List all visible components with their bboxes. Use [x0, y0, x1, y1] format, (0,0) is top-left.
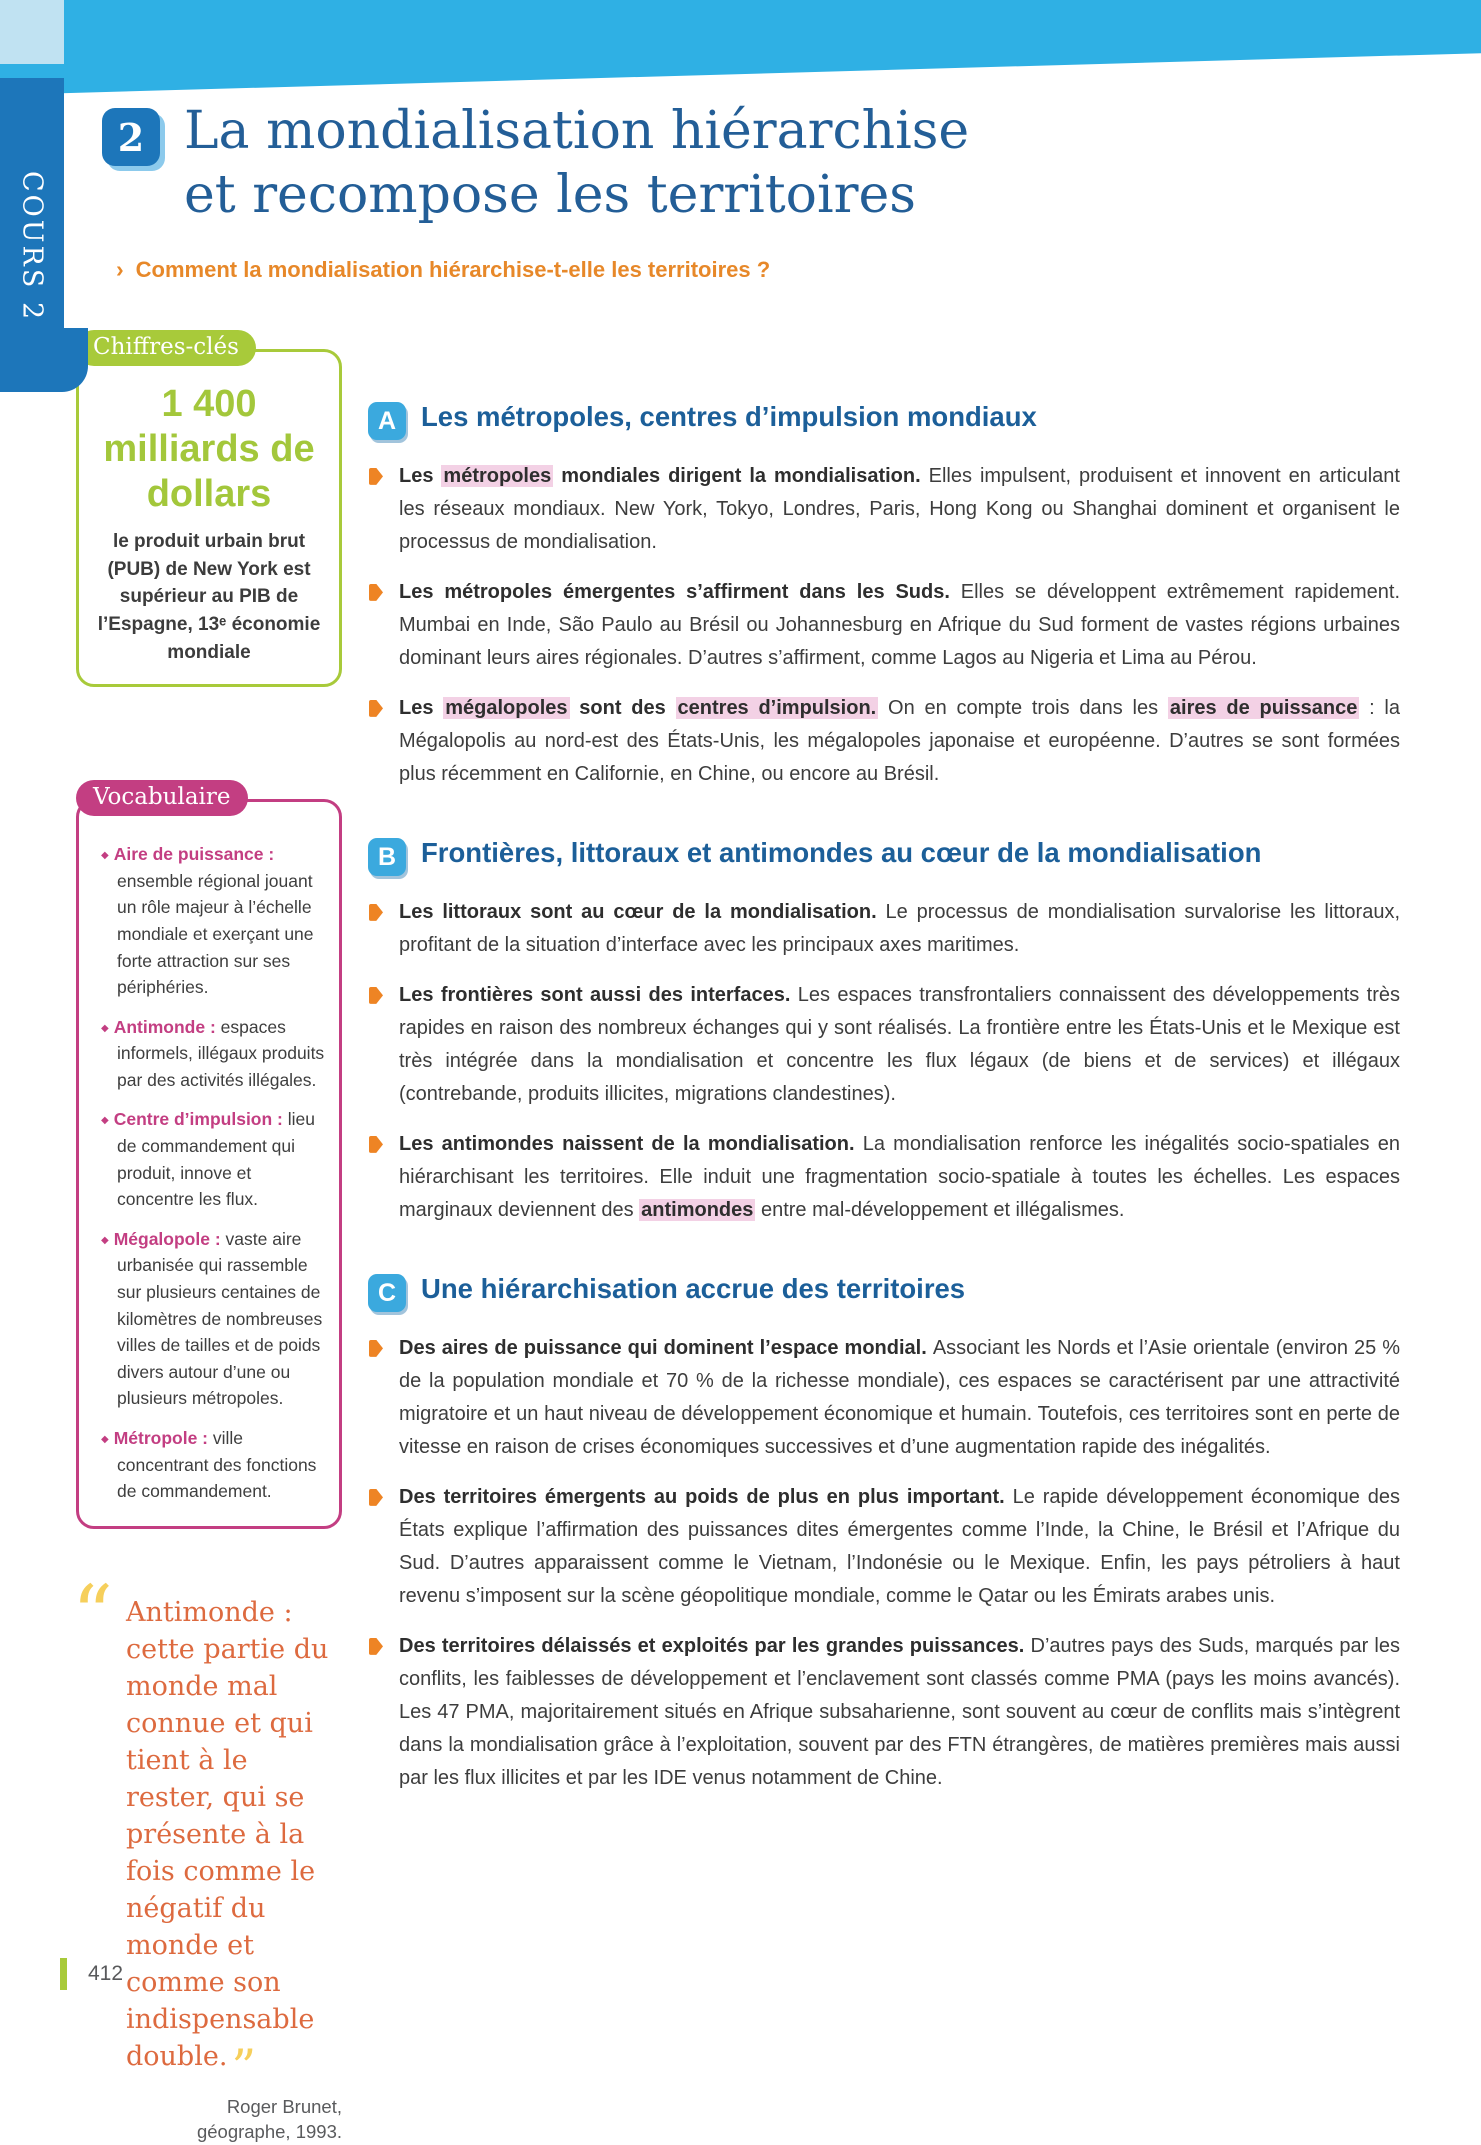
diamond-bullet-icon: ◆	[101, 1434, 109, 1445]
section-a-badge: A	[368, 402, 406, 440]
vocab-definition: vaste aire urbanisée qui rassemble sur plusieurs centaines de kilomètres de nombreuses villes de tailles et de poids divers autour d’une ou plusieurs métropoles.	[117, 1228, 323, 1409]
key-figure-line1: 1 400	[161, 382, 257, 425]
vocab-entry-antimonde	[101, 1014, 325, 1094]
section-c-title: Une hiérarchisation accrue des territoires	[421, 1272, 966, 1304]
section-b-heading-row	[368, 835, 1400, 876]
main-content	[368, 333, 1400, 1812]
page-title-line2: et recompose les territoires	[184, 164, 916, 225]
paragraph-aires-de-puissance: Des aires de puissance qui dominent l’espace mondial. Associant les Nords et l’Asie orientale (environ 25 % de la population mondiale et 70 % de la richesse mondiale), ces espaces se caractérisent par une attractivité migratoire et un haut niveau de développement économique et humain. Toutefois, ces territoires sont en perte de vitesse en raison de crises économiques successives et d’une augmentation rapide des inégalités.	[368, 1332, 1400, 1464]
vocab-term: Mégalopole :	[113, 1228, 221, 1249]
diamond-bullet-icon: ◆	[101, 1115, 109, 1127]
key-figures-box	[76, 333, 342, 687]
paragraph-metropoles-mondiales: Les métropoles mondiales dirigent la mondialisation. Elles impulsent, produisent et innovent en articulant les réseaux mondiaux. New York, Tokyo, Londres, Paris, Hong Kong ou Shanghai dominent et organisent le processus de mondialisation.	[368, 460, 1400, 559]
section-b-title: Frontières, littoraux et antimondes au cœur de la mondialisation	[421, 836, 1262, 868]
vocab-definition: ensemble régional jouant un rôle majeur à l’échelle mondiale et exerçant une forte attraction sur ses périphéries.	[117, 870, 314, 998]
sidebar	[72, 333, 342, 2145]
paragraph-littoraux: Les littoraux sont au cœur de la mondialisation. Le processus de mondialisation survalorise les littoraux, profitant de la situation d’interface avec les principaux axes maritimes.	[368, 896, 1400, 962]
diamond-bullet-icon: ◆	[101, 1234, 109, 1246]
quote-attribution	[126, 2094, 342, 2145]
paragraph-megalopoles: Les mégalopoles sont des centres d’impulsion. On en compte trois dans les aires de puissance : la Mégalopolis au nord-est des États-Unis, les mégalopoles japonaise et européenne. D’autres se sont formées plus récemment en Californie, en Chine, ou encore au Brésil.	[368, 692, 1400, 791]
key-figure-caption: le produit urbain brut (PUB) de New York est supérieur au PIB de l’Espagne, 13ᵉ économie mondiale	[97, 531, 321, 663]
vocab-term: Aire de puissance :	[113, 844, 275, 865]
page-number: 412	[88, 1962, 124, 1985]
corner-decoration	[0, 0, 64, 64]
quote-block	[72, 1567, 342, 2145]
guiding-question	[116, 256, 1481, 283]
vocab-entry-megalopole	[101, 1226, 325, 1412]
paragraph-metropoles-emergentes: Les métropoles émergentes s’affirment dans les Suds. Elles se développent extrêmement rapidement. Mumbai en Inde, São Paulo au Brésil ou Johannesburg en Afrique du Sud forment de vastes régions urbaines dominant leurs aires régionales. D’autres s’affirment, comme Lagos au Nigeria et Lima au Pérou.	[368, 576, 1400, 675]
paragraph-frontieres: Les frontières sont aussi des interfaces. Les espaces transfrontaliers connaissent des développements très rapides en raison des nombreux échanges qui y sont réalisés. La frontière entre les États-Unis et le Mexique est très intégrée dans la mondialisation et concentre les flux légaux (de biens et de services) et illégaux (contrebande, produits illicites, migrations clandestines).	[368, 979, 1400, 1111]
section-b	[368, 835, 1400, 1227]
open-quote-icon: “	[72, 1567, 113, 1661]
section-a-title: Les métropoles, centres d’impulsion mondiaux	[421, 400, 1037, 432]
page-title	[184, 100, 969, 228]
vocab-term: Antimonde :	[113, 1016, 216, 1037]
guiding-question-text: Comment la mondialisation hiérarchise-t-elle les territoires ?	[135, 256, 771, 282]
quote-author-detail: géographe, 1993.	[196, 2121, 342, 2143]
vocab-definition: ville concentrant des fonctions de commandement.	[117, 1428, 317, 1502]
key-figures-label: Chiffres-clés	[76, 330, 256, 366]
section-a-heading-row	[368, 399, 1400, 440]
paragraph-territoires-emergents: Des territoires émergents au poids de plus en plus important. Le rapide développement économique des États explique l’affirmation des puissances dites émergentes comme l’Inde, la Chine, le Brésil et l’Afrique du Sud. D’autres apparaissent comme le Vietnam, l’Indonésie ou le Mexique. Enfin, les pays pétroliers à haut revenu s’imposent sur la scène géopolitique mondiale, comme le Qatar ou les Émirats arabes unis.	[368, 1481, 1400, 1613]
section-a	[368, 399, 1400, 791]
section-b-badge: B	[368, 838, 406, 876]
page-content	[64, 0, 1481, 2145]
vocab-term: Centre d’impulsion :	[113, 1109, 283, 1130]
vocabulary-label: Vocabulaire	[76, 780, 248, 816]
vocab-definition: lieu de commandement qui produit, innove et concentre les flux.	[117, 1109, 316, 1210]
lesson-header	[64, 100, 1481, 283]
key-figure-line2: milliards de	[103, 427, 315, 470]
vocab-definition: espaces informels, illégaux produits par des activités illégales.	[117, 1016, 325, 1090]
vocab-entry-centre-impulsion	[101, 1106, 325, 1212]
lesson-number-badge: 2	[102, 108, 160, 166]
key-figure-line3: dollars	[146, 472, 272, 515]
section-c-heading-row	[368, 1271, 1400, 1312]
paragraph-antimondes: Les antimondes naissent de la mondialisation. La mondialisation renforce les inégalités socio-spatiales en hiérarchisant les territoires. Elle induit une fragmentation socio-spatiale à toutes les échelles. Les espaces marginaux deviennent des antimondes entre mal-développement et illégalismes.	[368, 1128, 1400, 1227]
paragraph-territoires-delaisses: Des territoires délaissés et exploités par les grandes puissances. D’autres pays des Suds, marqués par les conflits, les faiblesses de développement et l’enclavement sont classés comme PMA (pays les moins avancés). Les 47 PMA, majoritairement situés en Afrique subsaharienne, sont souvent au cœur de conflits mais s’intègrent dans la mondialisation grâce à l’exploitation, souvent par des FTN étrangères, de matières premières mais aussi par les flux illicites et par les IDE venus notamment de Chine.	[368, 1630, 1400, 1795]
diamond-bullet-icon: ◆	[101, 850, 109, 862]
key-figure-value	[91, 382, 327, 516]
lesson-title-row	[102, 100, 1481, 228]
close-quote-icon: ”	[231, 2040, 257, 2097]
vocab-term: Métropole :	[113, 1428, 209, 1448]
quote-text	[126, 1595, 342, 2097]
page-number-accent-bar	[60, 1958, 67, 1990]
vocabulary-box	[76, 784, 342, 1529]
quote-author: Roger Brunet,	[226, 2095, 342, 2117]
page-title-line1: La mondialisation hiérarchise	[184, 101, 970, 161]
quote-body: Antimonde : cette partie du monde mal connue et qui tient à le rester, qui se présente à la fois comme le négatif du monde et comme son indispensable double.	[126, 1596, 329, 2072]
diamond-bullet-icon: ◆	[101, 1022, 109, 1034]
course-tab-label: COURS 2	[16, 171, 48, 323]
vocab-entry-aire-de-puissance	[101, 841, 325, 1001]
section-c-badge: C	[368, 1274, 406, 1312]
chevron-right-icon: ›	[116, 255, 124, 282]
section-c	[368, 1271, 1400, 1795]
two-column-layout	[72, 333, 1481, 2145]
vocab-entry-metropole	[101, 1425, 325, 1505]
